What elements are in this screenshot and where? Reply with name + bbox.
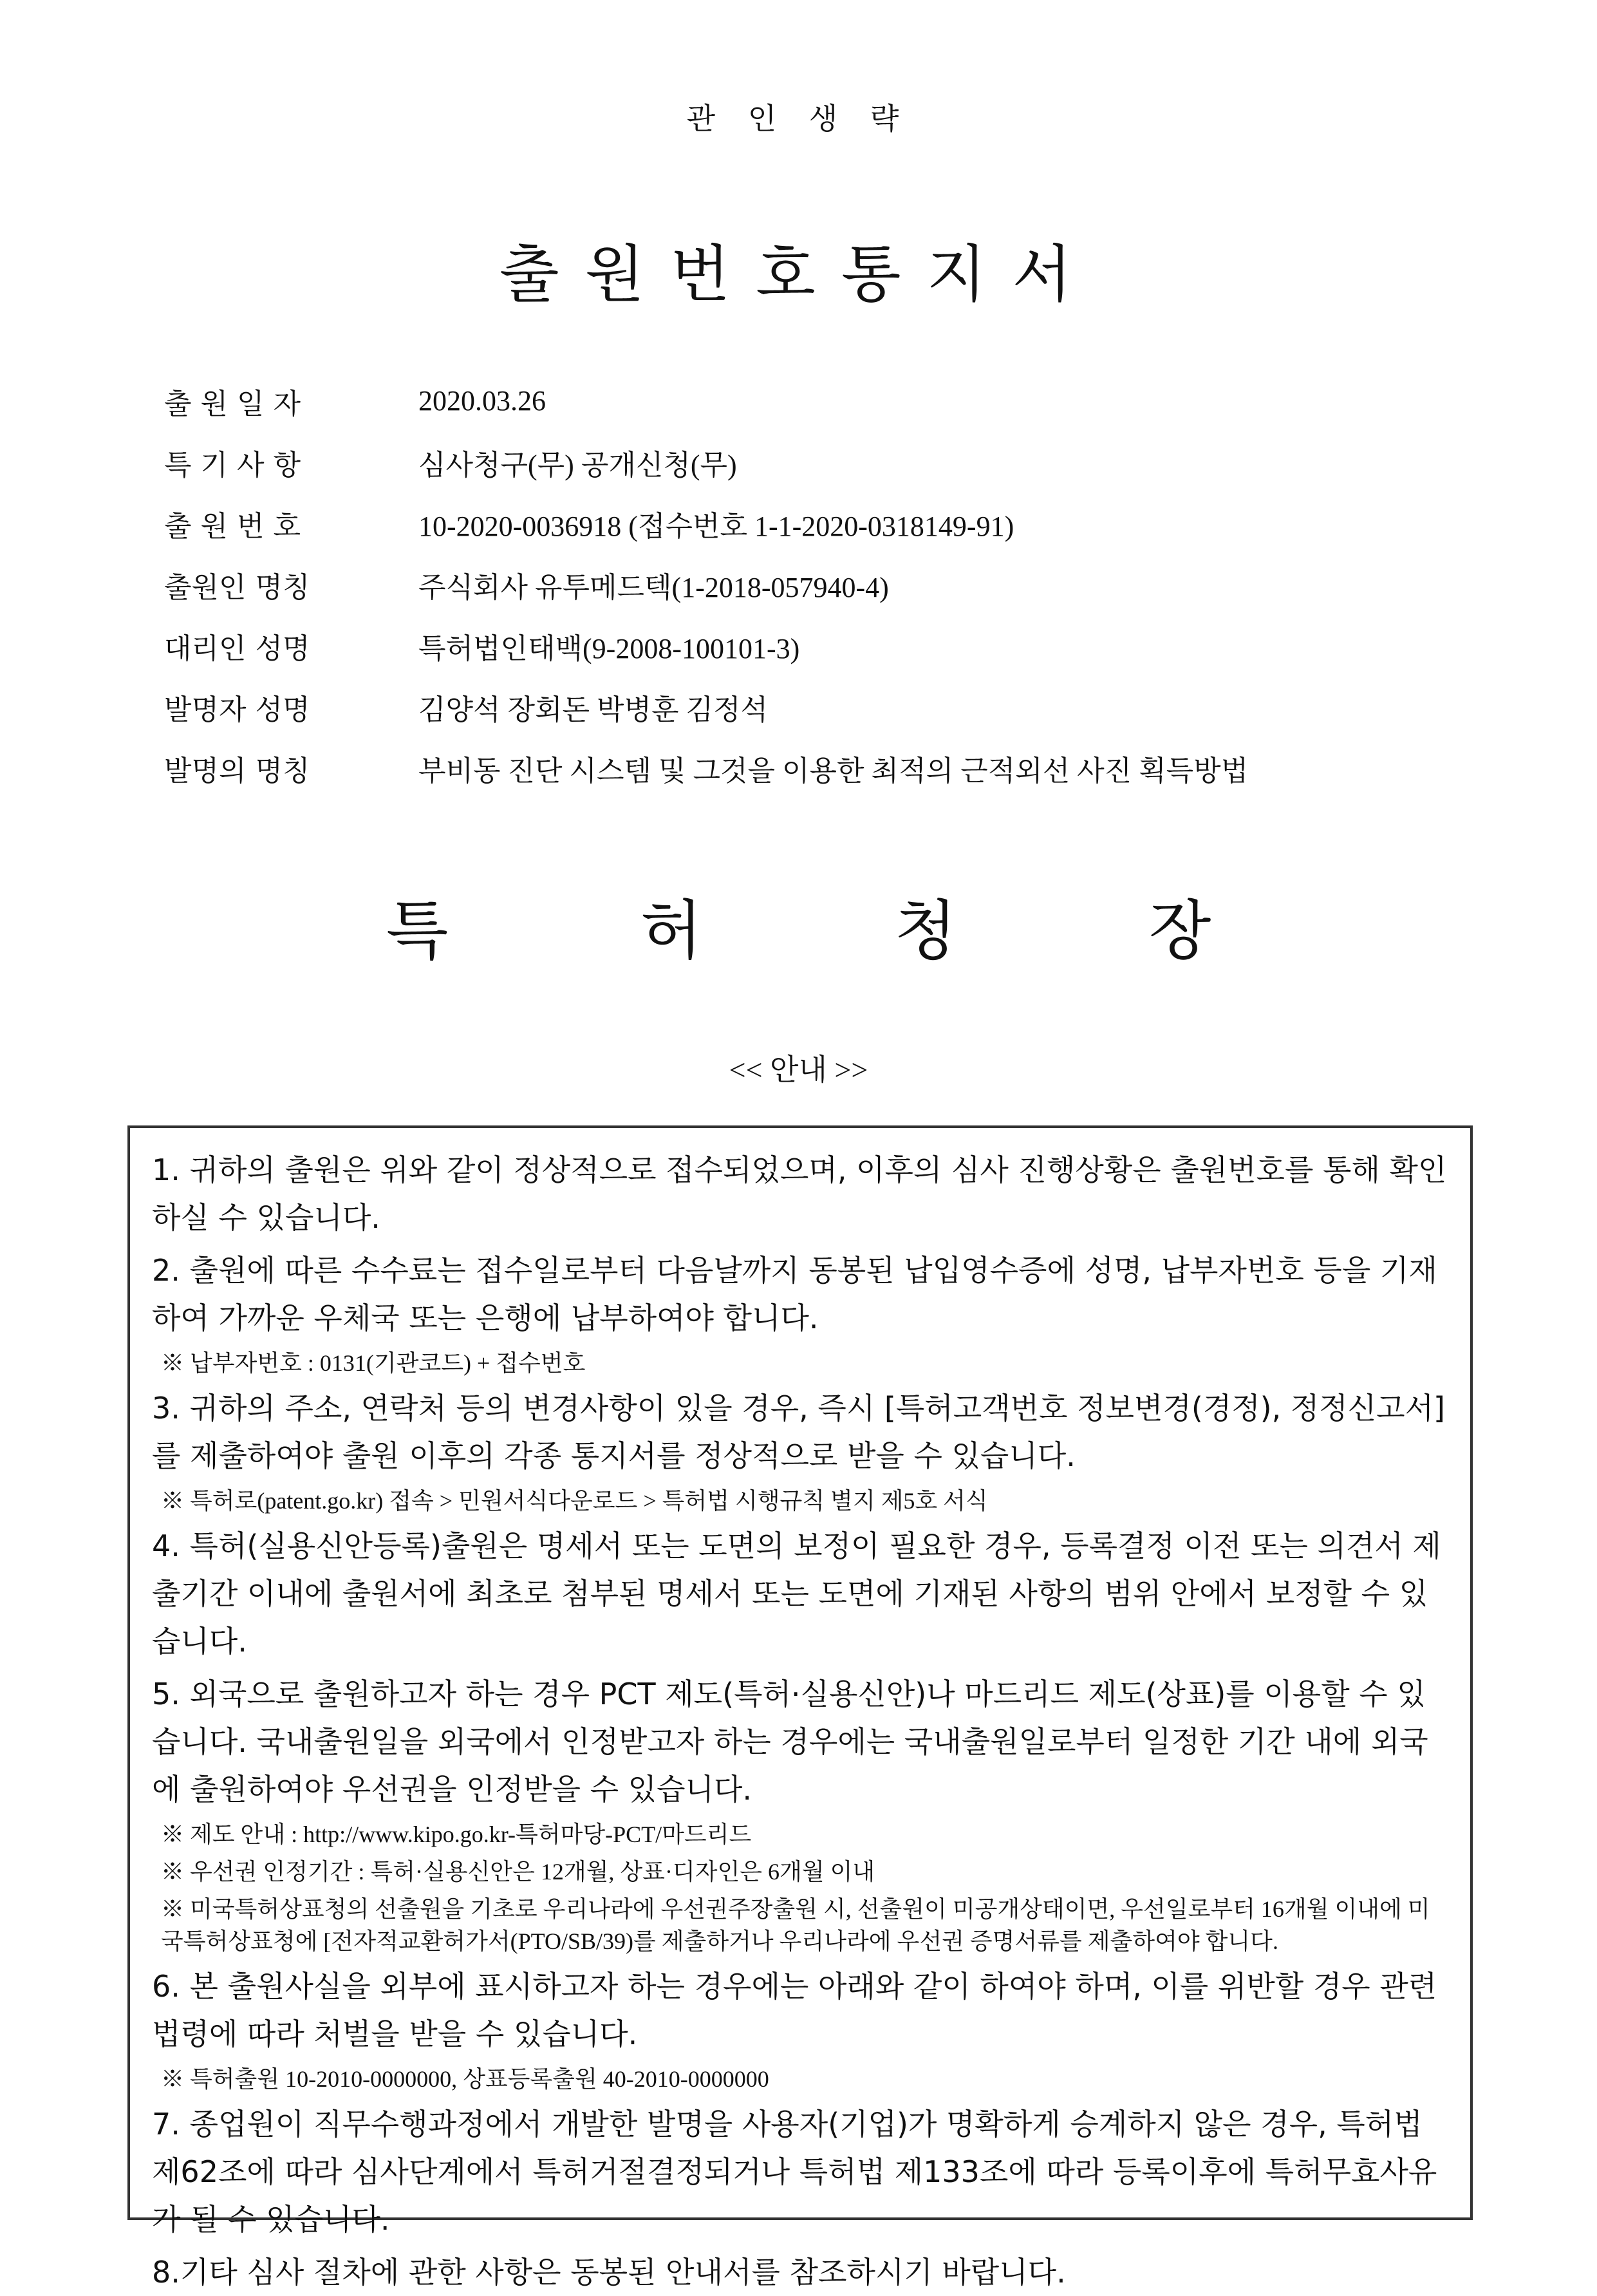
field-label: 발명자 성명 [164,693,310,726]
notice-note: ※ 제도 안내 : http://www.kipo.go.kr-특허마당-PCT/마드리드 [161,1821,752,1847]
notice-item: 7. 종업원이 직무수행과정에서 개발한 발명을 사용자(기업)가 명확하게 승계하지 않은 경우, 특허법 제62조에 따라 심사단계에서 특허거절결정되거나 특허법 제133조에 따라 등록이후에 특허무효사유가 될 수 있습니다. [152,2107,1437,2237]
field-value: 특허법인태백(9-2008-100101-3) [418,632,800,664]
field-row [164,554,1248,615]
field-row [164,676,1248,737]
application-details [164,370,1248,798]
authority-char: 청 [894,893,957,968]
authority-char: 장 [1148,893,1211,968]
field-value: 10-2020-0036918 (접수번호 1-1-2020-0318149-91) [418,510,1014,542]
field-row [164,431,1248,493]
notice-item: 2. 출원에 따른 수수료는 접수일로부터 다음날까지 동봉된 납입영수증에 성명, 납부자번호 등을 기재하여 가까운 우체국 또는 은행에 납부하여야 합니다. [152,1253,1437,1335]
notice-note: ※ 우선권 인정기간 : 특허·실용신안은 12개월, 상표·디자인은 6개월 이내 [161,1859,875,1885]
field-label: 출 원 일 자 [164,387,301,420]
field-value: 김양석 장회돈 박병훈 김정석 [418,693,769,726]
guide-heading: << 안내 >> [729,1053,868,1086]
field-value: 주식회사 유투메드텍(1-2018-057940-4) [418,571,889,603]
seal-omitted-notice: 관 인 생 략 [686,101,911,136]
field-label: 발명의 명칭 [164,754,310,787]
field-row [164,493,1248,554]
field-row [164,615,1248,676]
field-value: 심사청구(무) 공개신청(무) [418,449,737,481]
authority-char: 허 [640,893,703,968]
notice-note: ※ 미국특허상표청의 선출원을 기초로 우리나라에 우선권주장출원 시, 선출원이 미공개상태이면, 우선일로부터 16개월 이내에 미국특허상표청에 [전자적교환허가서(PTO/SB/39)를 제출하거나 우리나라에 우선권 증명서류를 제출하여야 합니다. [161,1896,1430,1954]
notice-item: 8.기타 심사 절차에 관한 사항은 동봉된 안내서를 참조하시기 바랍니다. [152,2255,1066,2290]
field-value: 2020.03.26 [418,385,546,417]
notice-item: 4. 특허(실용신안등록)출원은 명세서 또는 도면의 보정이 필요한 경우, 등록결정 이전 또는 의견서 제출기간 이내에 출원서에 최초로 첨부된 명세서 또는 도면에 기재된 사항의 범위 안에서 보정할 수 있습니다. [152,1529,1441,1659]
notice-box [127,1125,1473,2290]
field-label: 출 원 번 호 [164,509,301,543]
field-label: 특 기 사 항 [164,448,301,482]
notice-item: 1. 귀하의 출원은 위와 같이 정상적으로 접수되었으며, 이후의 심사 진행상황은 출원번호를 통해 확인하실 수 있습니다. [152,1153,1447,1235]
notice-note: ※ 특허출원 10-2010-0000000, 상표등록출원 40-2010-0000000 [161,2066,769,2092]
document-title: 출원번호통지서 [499,238,1098,310]
authority-char: 특 [386,893,449,968]
field-label: 출원인 명칭 [164,570,310,604]
field-label: 대리인 성명 [164,632,310,665]
notice-item: 5. 외국으로 출원하고자 하는 경우 PCT 제도(특허·실용신안)나 마드리드 제도(상표)를 이용할 수 있습니다. 국내출원일을 외국에서 인정받고자 하는 경우에는 국내출원일로부터 일정한 기간 내에 외국에 출원하여야 우선권을 인정받을 수 있습니다. [152,1677,1428,1807]
field-row [164,737,1248,798]
notice-note: ※ 납부자번호 : 0131(기관코드) + 접수번호 [161,1350,586,1376]
field-row [164,370,1248,431]
notice-item: 6. 본 출원사실을 외부에 표시하고자 하는 경우에는 아래와 같이 하여야 하며, 이를 위반할 경우 관련법령에 따라 처벌을 받을 수 있습니다. [152,1969,1437,2051]
issuing-authority [0,879,1597,972]
field-value: 부비동 진단 시스템 및 그것을 이용한 최적의 근적외선 사진 획득방법 [418,755,1249,787]
notice-item: 3. 귀하의 주소, 연락처 등의 변경사항이 있을 경우, 즉시 [특허고객번호 정보변경(경정), 정정신고서]를 제출하여야 출원 이후의 각종 통지서를 정상적으로 받을 수 있습니다. [152,1391,1445,1473]
notice-note: ※ 특허로(patent.go.kr) 접속 > 민원서식다운로드 > 특허법 시행규칙 별지 제5호 서식 [161,1488,988,1514]
